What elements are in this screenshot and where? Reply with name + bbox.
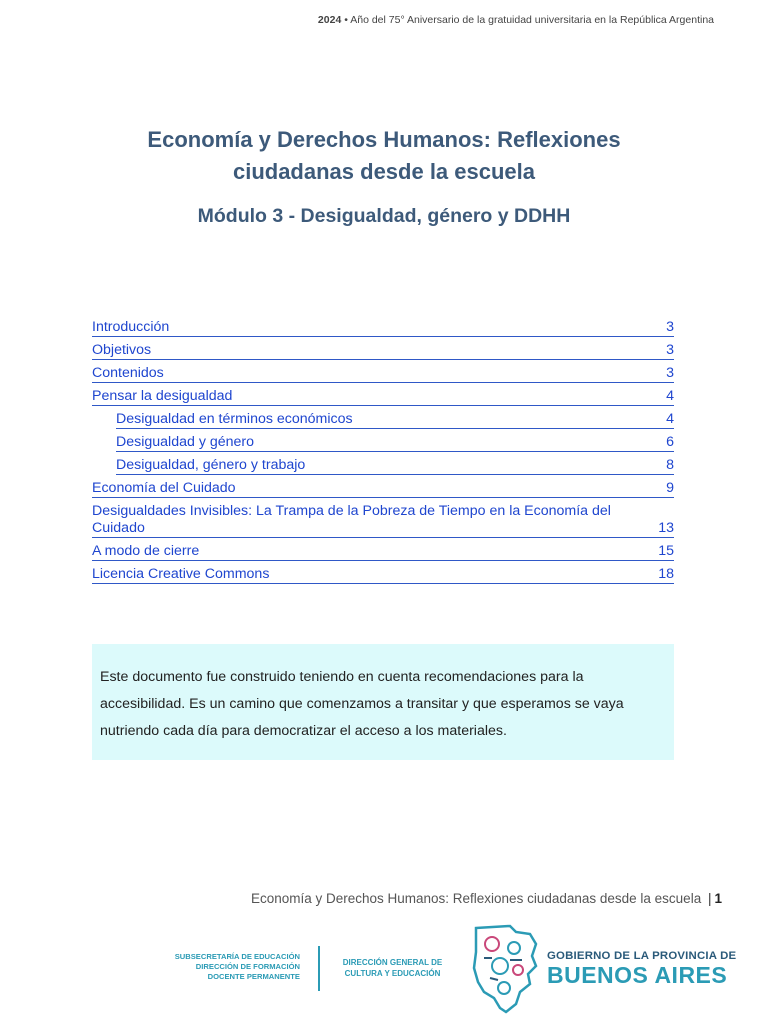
- toc-entry-page: 3: [666, 319, 674, 335]
- toc-entry-page: 3: [666, 365, 674, 381]
- toc-entry-label: Objetivos: [92, 342, 152, 358]
- header-year: 2024: [317, 14, 342, 26]
- subsecretaria-logo: [140, 952, 300, 982]
- toc-entry-page: 6: [666, 434, 674, 450]
- header-text: Año del 75° Aniversario de la gratuidad universitaria en la República Argentina: [350, 14, 714, 26]
- toc-entry-label: A modo de cierre: [92, 543, 200, 559]
- toc-entry-label: Introducción: [92, 319, 170, 335]
- toc-entry[interactable]: [92, 500, 674, 538]
- footer-running-title: Economía y Derechos Humanos: Reflexiones ciudadanas desde la escuela: [250, 891, 702, 906]
- gobierno-buenos-aires-logo: [547, 950, 736, 988]
- logo-divider: [318, 946, 320, 991]
- toc-entry-page: 3: [666, 342, 674, 358]
- document-subtitle: Módulo 3 - Desigualdad, género y DDHH: [197, 205, 571, 227]
- direccion-line2: CULTURA Y EDUCACIÓN: [344, 969, 441, 978]
- toc-entry-label: Contenidos: [92, 365, 164, 381]
- toc-entry-page: 4: [666, 411, 674, 427]
- document-title-line2: ciudadanas desde la escuela: [232, 159, 536, 184]
- toc-entry[interactable]: [92, 385, 674, 406]
- toc-entry[interactable]: [92, 316, 674, 337]
- header-bullet: •: [344, 14, 348, 26]
- toc-entry-label: Desigualdad en términos económicos: [116, 411, 353, 427]
- toc-entry[interactable]: [92, 339, 674, 360]
- direccion-line1: DIRECCIÓN GENERAL DE: [342, 958, 443, 967]
- toc-entry-page: 4: [666, 388, 674, 404]
- toc-entry-page: 8: [666, 457, 674, 473]
- toc-entry-page: 18: [658, 566, 674, 582]
- toc-entry[interactable]: [116, 454, 674, 475]
- header-anniversary-line: [318, 14, 714, 26]
- toc-entry-label: Desigualdad, género y trabajo: [116, 457, 306, 473]
- toc-entry-label: Licencia Creative Commons: [92, 566, 270, 582]
- table-of-contents: [92, 316, 674, 586]
- subsecretaria-line3: DOCENTE PERMANENTE: [207, 972, 300, 981]
- toc-entry[interactable]: [92, 563, 674, 584]
- toc-entry[interactable]: [92, 477, 674, 498]
- footer-separator: |: [707, 891, 712, 906]
- document-title: [84, 124, 684, 188]
- toc-entry-page: 9: [666, 480, 674, 496]
- subsecretaria-line1: SUBSECRETARÍA DE EDUCACIÓN: [174, 952, 300, 961]
- toc-entry-page: 15: [658, 543, 674, 559]
- subsecretaria-line2: DIRECCIÓN DE FORMACIÓN: [195, 962, 300, 971]
- gobierno-line1: GOBIERNO DE LA PROVINCIA DE: [547, 950, 737, 962]
- document-title-line1: Economía y Derechos Humanos: Reflexiones: [147, 127, 621, 152]
- toc-entry-label: Desigualdad y género: [116, 434, 255, 450]
- province-emblem-icon: [470, 922, 540, 1014]
- gobierno-line2: BUENOS AIRES: [547, 962, 728, 988]
- footer-page-number: 1: [714, 891, 722, 906]
- toc-entry-label: Pensar la desigualdad: [92, 388, 233, 404]
- toc-entry-label: Economía del Cuidado: [92, 480, 236, 496]
- accessibility-notice-text: Este documento fue construido teniendo en cuenta recomendaciones para la accesibilidad. Es un camino que comenzamos a transitar y que esperamos se vaya nutriendo cada día para democratizar el acceso a los materiales.: [100, 669, 624, 739]
- toc-entry[interactable]: [92, 362, 674, 383]
- page-footer: [251, 891, 722, 906]
- toc-entry-label: Desigualdades Invisibles: La Trampa de la Pobreza de Tiempo en la Economía del Cuidado: [92, 503, 611, 536]
- toc-entry-page: 13: [658, 520, 674, 536]
- toc-entry[interactable]: [116, 408, 674, 429]
- accessibility-notice: [92, 644, 674, 760]
- toc-entry[interactable]: [116, 431, 674, 452]
- direccion-general-logo: [330, 957, 455, 979]
- toc-entry[interactable]: [92, 540, 674, 561]
